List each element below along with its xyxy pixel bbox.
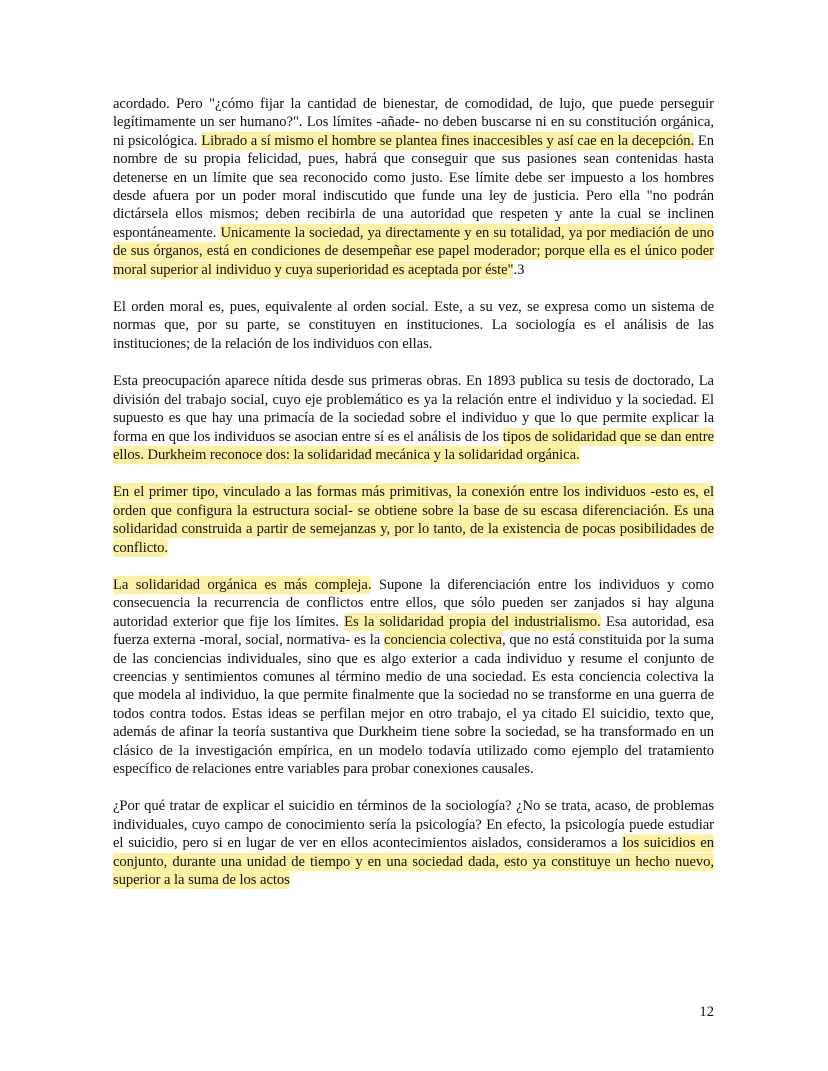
text-segment: Supone la diferenciación entre los individuos y como consecuencia la recurrencia de conflictos entre ellos, que sólo pueden ser zanjados si hay alguna autoridad exterior que fije los límites.: [113, 576, 714, 630]
document-page: [113, 95, 714, 908]
paragraph-4: [113, 483, 714, 557]
highlighted-text: Unicamente la sociedad, ya directamente y en su totalidad, ya por mediación de uno de sus órganos, está en condiciones de desempeñar ese papel moderador; porque ella es el único poder moral superior al individuo y cuya superioridad es aceptada por éste": [113, 224, 714, 278]
highlighted-text: Librado a sí mismo el hombre se plantea fines inaccesibles y así cae en la decepción.: [201, 132, 695, 149]
highlighted-text: conciencia colectiva: [384, 632, 502, 649]
text-segment: Esta preocupación aparece nítida desde sus primeras obras. En 1893 publica su tesis de doctorado, La división del trabajo social, cuyo eje problemático es ya la relación entre el individuo y la sociedad. El supuesto es que hay una primacía de la sociedad sobre el individuo y que lo que permite explicar la forma en que los individuos se asocian entre sí es el análisis de los: [113, 373, 714, 445]
text-segment: acordado. Pero "¿cómo fijar la cantidad de bienestar, de comodidad, de lujo, que puede perseguir legítimamente un ser humano?". Los límites -añade- no deben buscarse ni en su constitución orgánica, ni psicológica.: [113, 96, 714, 149]
highlighted-text: los suicidios en conjunto, durante una unidad de tiempo y en una sociedad dada, esto ya constituye un hecho nuevo, superior a la suma de los actos: [113, 835, 714, 889]
paragraph-3: [113, 372, 714, 464]
footnote-ref: .3: [513, 261, 525, 278]
paragraph-5: [113, 576, 714, 778]
text-segment: ¿Por qué tratar de explicar el suicidio en términos de la sociología? ¿No se trata, acaso, de problemas individuales, cuyo campo de conocimiento sería la psicología? En efecto, la psicología puede estudiar el suicidio, pero si en lugar de ver en ellos acontecimientos aislados, consideramos a: [113, 798, 714, 852]
highlighted-text: La solidaridad orgánica es más compleja.: [113, 576, 372, 593]
text-segment: El orden moral es, pues, equivalente al orden social. Este, a su vez, se expresa como un sistema de normas que, por su parte, se constituyen en instituciones. La sociología es el análisis de las instituciones; de la relación de los individuos con ellas.: [113, 299, 714, 352]
highlighted-text: tipos de solidaridad que se dan entre ellos. Durkheim reconoce dos: la solidaridad mecánica y la solidaridad orgánica.: [113, 428, 714, 463]
paragraph-1: [113, 95, 714, 279]
highlighted-text: Es la solidaridad propia del industrialismo.: [344, 613, 601, 630]
text-segment: Esa autoridad, esa fuerza externa -moral, social, normativa- es la: [113, 613, 714, 649]
paragraph-6: [113, 797, 714, 889]
highlighted-text: En el primer tipo, vinculado a las formas más primitivas, la conexión entre los individuos -esto es, el orden que configura la estructura social- se obtiene sobre la base de su escasa diferenciación. Es una solidaridad construida a partir de semejanzas y, por lo tanto, de la existencia de pocas posibilidades de conflicto.: [113, 484, 714, 556]
paragraph-2: [113, 298, 714, 353]
text-segment: , que no está constituida por la suma de las conciencias individuales, sino que es algo exterior a cada individuo y resume el conjunto de creencias y sentimientos comunes al término medio de una sociedad. Es esta conciencia colectiva la que modela al individuo, la que permite finalmente que la sociedad no se transforme en una guerra de todos contra todos. Estas ideas se perfilan mejor en otro trabajo, el ya citado El suicidio, texto que, además de afinar la teoría sustantiva que Durkheim tiene sobre la sociedad, se ha transformado en un clásico de la investigación empírica, en un modelo todavía utilizado como ejemplo del tratamiento específico de relaciones entre variables para probar conexiones causales.: [113, 632, 714, 777]
text-segment: En nombre de su propia felicidad, pues, habrá que conseguir que sus pasiones sean contenidas hasta detenerse en un límite que sea reconocido como justo. Ese límite debe ser impuesto a los hombres desde afuera por un poder moral indiscutido que funde una ley de justicia. Pero ella "no podrán dictársela ellos mismos; deben recibirla de una autoridad que respeten y ante la cual se inclinen espontáneamente.: [113, 132, 714, 241]
page-number: 12: [699, 1004, 714, 1020]
